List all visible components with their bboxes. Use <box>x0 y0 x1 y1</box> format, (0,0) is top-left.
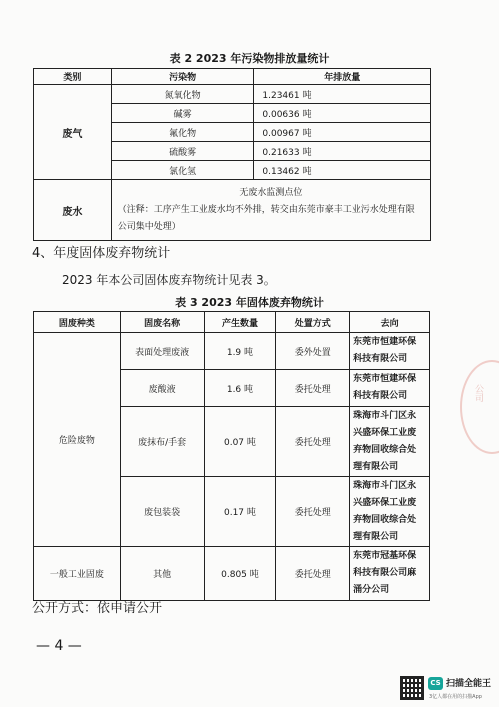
disposal-method: 委托处理 <box>276 407 350 477</box>
destination <box>350 547 430 601</box>
destination <box>350 477 430 547</box>
destination-line: 科技有限公司麻 <box>353 568 417 578</box>
header-pollutant: 污染物 <box>111 69 254 85</box>
emission-amount: 1.23461 吨 <box>254 85 431 104</box>
gas-category: 废气 <box>34 85 112 180</box>
table-row <box>34 180 431 241</box>
waste-name: 其他 <box>120 547 204 601</box>
destination-line: 涌分公司 <box>353 585 390 595</box>
pollutant-name: 氮氧化物 <box>111 85 254 104</box>
destination <box>350 333 430 370</box>
water-category: 废水 <box>34 180 112 241</box>
camscanner-logo-icon: CS <box>428 677 443 690</box>
waste-quantity: 1.9 吨 <box>204 333 276 370</box>
emission-amount: 0.13462 吨 <box>254 161 431 180</box>
water-note-line: 公司集中处理） <box>117 221 181 232</box>
emission-amount: 0.00967 吨 <box>254 123 431 142</box>
header-annual-emission: 年排放量 <box>254 69 431 85</box>
section-paragraph: 2023 年本公司固体废弃物统计见表 3。 <box>62 273 276 287</box>
destination-line: 东莞市冠基环保 <box>353 551 417 561</box>
header-category: 类别 <box>34 69 112 85</box>
waste-quantity: 0.17 吨 <box>204 477 276 547</box>
destination-line: 珠海市斗门区永 <box>353 480 417 491</box>
water-note <box>111 180 430 241</box>
destination <box>350 370 430 407</box>
page-number: — 4 — <box>36 638 82 654</box>
header-destination: 去向 <box>350 312 430 333</box>
waste-quantity: 0.805 吨 <box>204 547 276 601</box>
emission-amount: 0.21633 吨 <box>254 142 431 161</box>
solid-waste-table <box>33 311 430 601</box>
table-row <box>34 333 430 370</box>
emission-amount: 0.00636 吨 <box>254 104 431 123</box>
header-waste-type: 固废种类 <box>34 312 121 333</box>
destination-line: 科技有限公司 <box>353 391 408 401</box>
disposal-method: 委托处理 <box>276 370 350 407</box>
scanner-app-tagline: 3亿人都在用的扫描App <box>429 694 482 700</box>
pollutant-name: 碱雾 <box>111 104 254 123</box>
destination-line: 兴盛环保工业废 <box>353 427 417 438</box>
qr-code-icon <box>400 676 424 700</box>
hazardous-category: 危险废物 <box>34 333 121 547</box>
waste-name: 废包装袋 <box>120 477 204 547</box>
destination-line: 弃物回收综合处 <box>353 514 417 525</box>
table-row <box>34 85 431 104</box>
pollutant-name: 硫酸雾 <box>111 142 254 161</box>
destination-line: 弃物回收综合处 <box>353 444 417 455</box>
disposal-method: 委托处理 <box>276 477 350 547</box>
publication-method: 公开方式：依申请公开 <box>32 601 163 616</box>
table3-caption: 表 3 2023 年固体废弃物统计 <box>175 296 324 309</box>
general-category: 一般工业固废 <box>34 547 121 601</box>
table-row <box>34 547 430 601</box>
emissions-table <box>33 68 431 241</box>
water-note-line: 无废水监测点位 <box>239 187 303 198</box>
table2-caption: 表 2 2023 年污染物排放量统计 <box>169 52 330 65</box>
destination-line: 理有限公司 <box>353 531 399 542</box>
waste-name: 废抹布/手套 <box>120 407 204 477</box>
waste-quantity: 1.6 吨 <box>204 370 276 407</box>
destination-line: 东莞市恒建环保 <box>353 337 417 347</box>
pollutant-name: 氟化物 <box>111 123 254 142</box>
destination-line: 理有限公司 <box>353 461 399 472</box>
scanner-app-name: 扫描全能王 <box>446 679 492 689</box>
seal-stamp: 公司 <box>460 360 499 454</box>
section-heading: 4、年度固体废弃物统计 <box>32 246 171 261</box>
pollutant-name: 氯化氢 <box>111 161 254 180</box>
header-disposal-method: 处置方式 <box>276 312 350 333</box>
water-note-line: （注释：工序产生工业废水均不外排，转交由东莞市豪丰工业污水处理有限 <box>117 204 415 215</box>
waste-name: 表面处理废液 <box>120 333 204 370</box>
destination <box>350 407 430 477</box>
destination-line: 兴盛环保工业废 <box>353 497 417 508</box>
header-quantity: 产生数量 <box>204 312 276 333</box>
destination-line: 珠海市斗门区永 <box>353 410 417 421</box>
disposal-method: 委托处理 <box>276 547 350 601</box>
waste-quantity: 0.07 吨 <box>204 407 276 477</box>
destination-line: 科技有限公司 <box>353 354 408 364</box>
disposal-method: 委外处置 <box>276 333 350 370</box>
waste-name: 废酸液 <box>120 370 204 407</box>
destination-line: 东莞市恒建环保 <box>353 374 417 384</box>
header-waste-name: 固废名称 <box>120 312 204 333</box>
